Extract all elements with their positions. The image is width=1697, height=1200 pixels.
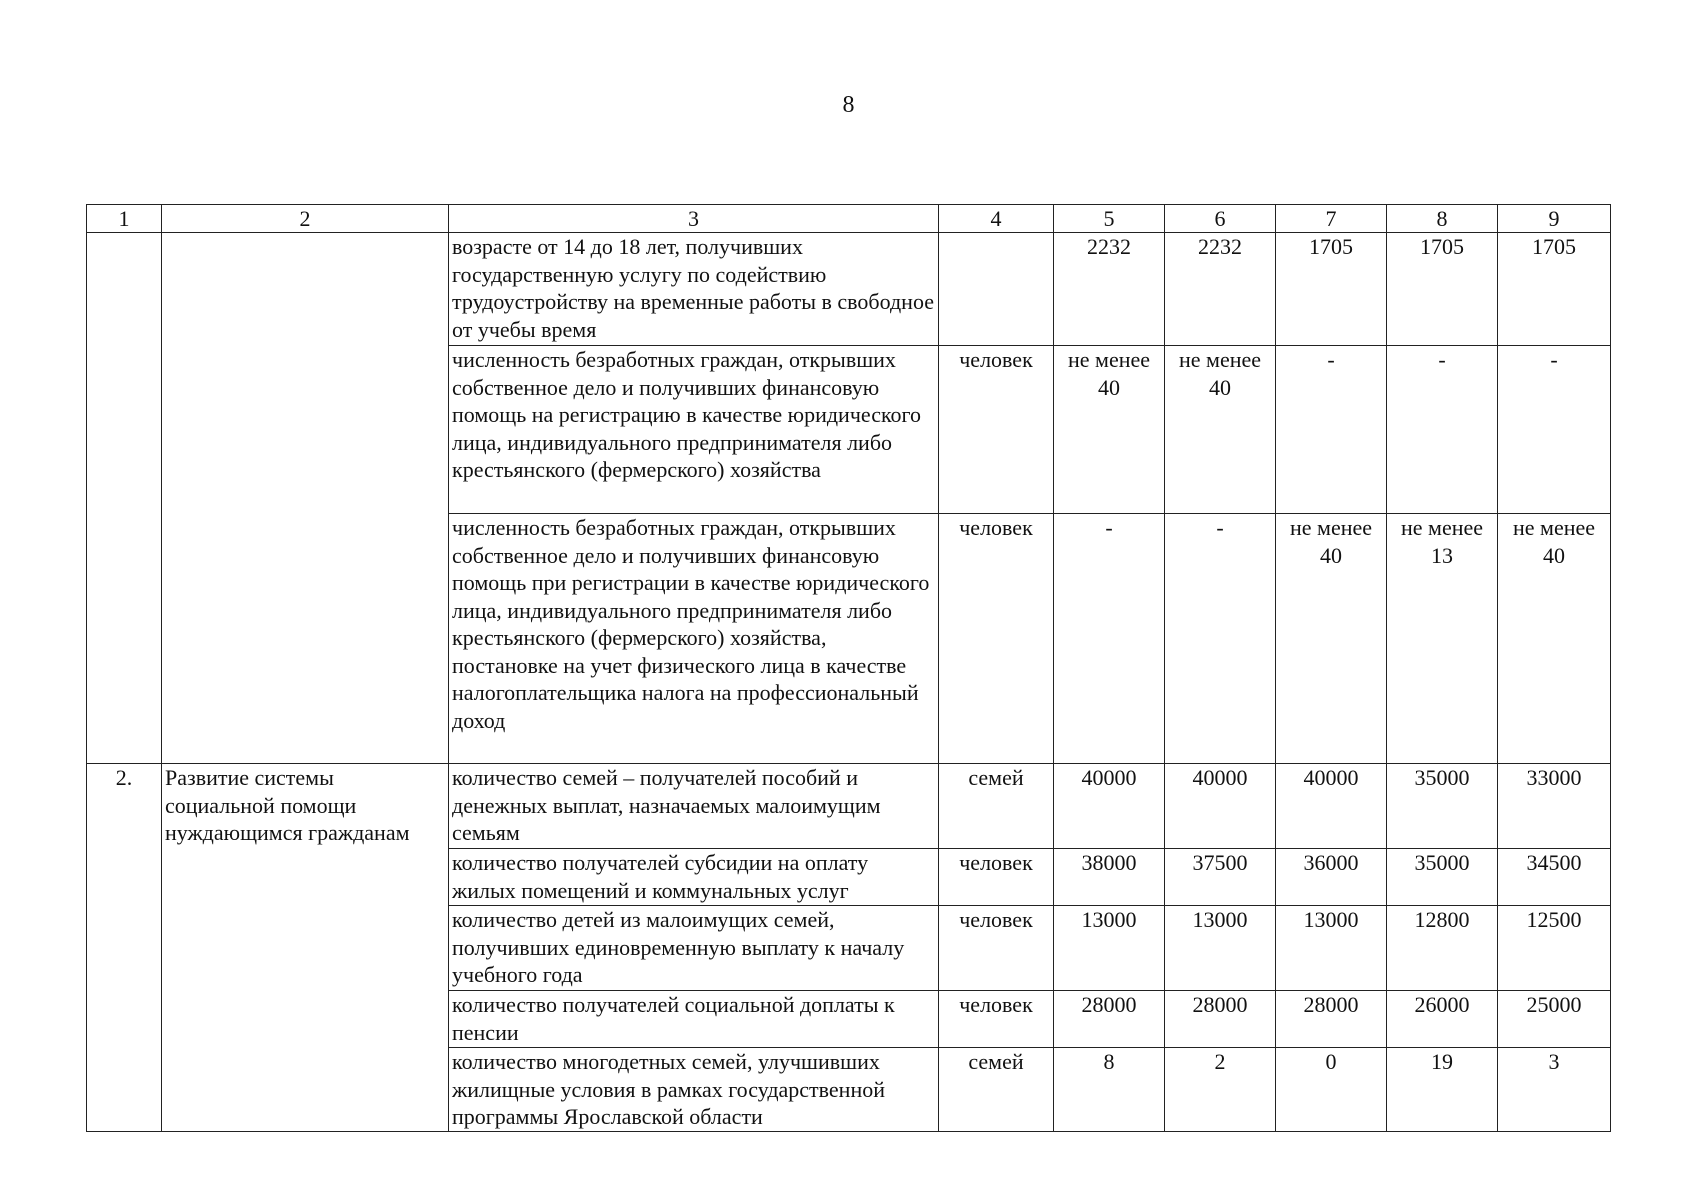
row-number-cell — [87, 346, 162, 514]
value-col7: 1705 — [1276, 233, 1387, 346]
unit-cell: человек — [939, 991, 1054, 1048]
value-col9: 12500 — [1498, 906, 1611, 991]
column-header-9: 9 — [1498, 205, 1611, 233]
column-header-6: 6 — [1165, 205, 1276, 233]
page-number: 8 — [842, 92, 855, 118]
value-col5: - — [1054, 514, 1165, 764]
unit-cell: человек — [939, 346, 1054, 514]
value-col7: 36000 — [1276, 849, 1387, 906]
indicator-description: количество детей из малоимущих семей, получивших единовременную выплату к началу учебного года — [449, 906, 939, 991]
indicator-description: численность безработных граждан, открывших собственное дело и получивших финансовую помощь на регистрацию в качестве юридического лица, индивидуального предпринимателя либо крестьянского (фермерского) хозяйства — [449, 346, 939, 514]
value-col5: не менее 40 — [1054, 346, 1165, 514]
value-col8: 35000 — [1387, 849, 1498, 906]
value-col9: 34500 — [1498, 849, 1611, 906]
value-col7: 28000 — [1276, 991, 1387, 1048]
value-col6: не менее 40 — [1165, 346, 1276, 514]
value-col7: 0 — [1276, 1048, 1387, 1132]
column-header-7: 7 — [1276, 205, 1387, 233]
value-col7: 13000 — [1276, 906, 1387, 991]
unit-cell: семей — [939, 1048, 1054, 1132]
section-title: Развитие системы социальной помощи нуждающимся гражданам — [162, 764, 449, 1132]
indicators-table — [86, 204, 1611, 1132]
value-col8: 26000 — [1387, 991, 1498, 1048]
indicator-description: возрасте от 14 до 18 лет, получивших государственную услугу по содействию трудоустройству на временные работы в свободное от учебы время — [449, 233, 939, 346]
value-col8: 35000 — [1387, 764, 1498, 849]
value-col8: - — [1387, 346, 1498, 514]
value-col9: 1705 — [1498, 233, 1611, 346]
column-header-5: 5 — [1054, 205, 1165, 233]
unit-cell: человек — [939, 849, 1054, 906]
unit-cell: человек — [939, 906, 1054, 991]
direction-cell — [162, 233, 449, 346]
table-row — [87, 233, 1611, 346]
value-col5: 2232 — [1054, 233, 1165, 346]
row-number-cell — [87, 514, 162, 764]
value-col7: - — [1276, 346, 1387, 514]
table-row — [87, 514, 1611, 764]
value-col8: не менее 13 — [1387, 514, 1498, 764]
value-col9: не менее 40 — [1498, 514, 1611, 764]
indicator-description: численность безработных граждан, открывших собственное дело и получивших финансовую помощь при регистрации в качестве юридического лица, индивидуального предпринимателя либо крестьянского (фермерского) хозяйства, постановке на учет физического лица в качестве налогоплательщика налога на профессиональный доход — [449, 514, 939, 764]
value-col5: 8 — [1054, 1048, 1165, 1132]
indicator-description: количество получателей социальной доплаты к пенсии — [449, 991, 939, 1048]
table-row — [87, 346, 1611, 514]
value-col6: - — [1165, 514, 1276, 764]
value-col6: 13000 — [1165, 906, 1276, 991]
value-col9: 25000 — [1498, 991, 1611, 1048]
value-col6: 40000 — [1165, 764, 1276, 849]
value-col5: 28000 — [1054, 991, 1165, 1048]
header-row — [87, 205, 1611, 233]
unit-cell — [939, 233, 1054, 346]
value-col5: 38000 — [1054, 849, 1165, 906]
indicator-description: количество семей – получателей пособий и денежных выплат, назначаемых малоимущим семьям — [449, 764, 939, 849]
column-header-8: 8 — [1387, 205, 1498, 233]
row-number-cell — [87, 233, 162, 346]
indicator-description: количество многодетных семей, улучшивших жилищные условия в рамках государственной программы Ярославской области — [449, 1048, 939, 1132]
section-number: 2. — [87, 764, 162, 1132]
column-header-2: 2 — [162, 205, 449, 233]
value-col8: 19 — [1387, 1048, 1498, 1132]
column-header-3: 3 — [449, 205, 939, 233]
direction-cell — [162, 346, 449, 514]
value-col9: 33000 — [1498, 764, 1611, 849]
unit-cell: семей — [939, 764, 1054, 849]
value-col6: 2232 — [1165, 233, 1276, 346]
value-col5: 40000 — [1054, 764, 1165, 849]
value-col8: 1705 — [1387, 233, 1498, 346]
table-row — [87, 764, 1611, 849]
indicator-description: количество получателей субсидии на оплату жилых помещений и коммунальных услуг — [449, 849, 939, 906]
direction-cell — [162, 514, 449, 764]
value-col9: 3 — [1498, 1048, 1611, 1132]
value-col6: 28000 — [1165, 991, 1276, 1048]
value-col9: - — [1498, 346, 1611, 514]
value-col6: 2 — [1165, 1048, 1276, 1132]
value-col7: не менее 40 — [1276, 514, 1387, 764]
value-col5: 13000 — [1054, 906, 1165, 991]
value-col6: 37500 — [1165, 849, 1276, 906]
unit-cell: человек — [939, 514, 1054, 764]
column-header-1: 1 — [87, 205, 162, 233]
value-col8: 12800 — [1387, 906, 1498, 991]
column-header-4: 4 — [939, 205, 1054, 233]
value-col7: 40000 — [1276, 764, 1387, 849]
